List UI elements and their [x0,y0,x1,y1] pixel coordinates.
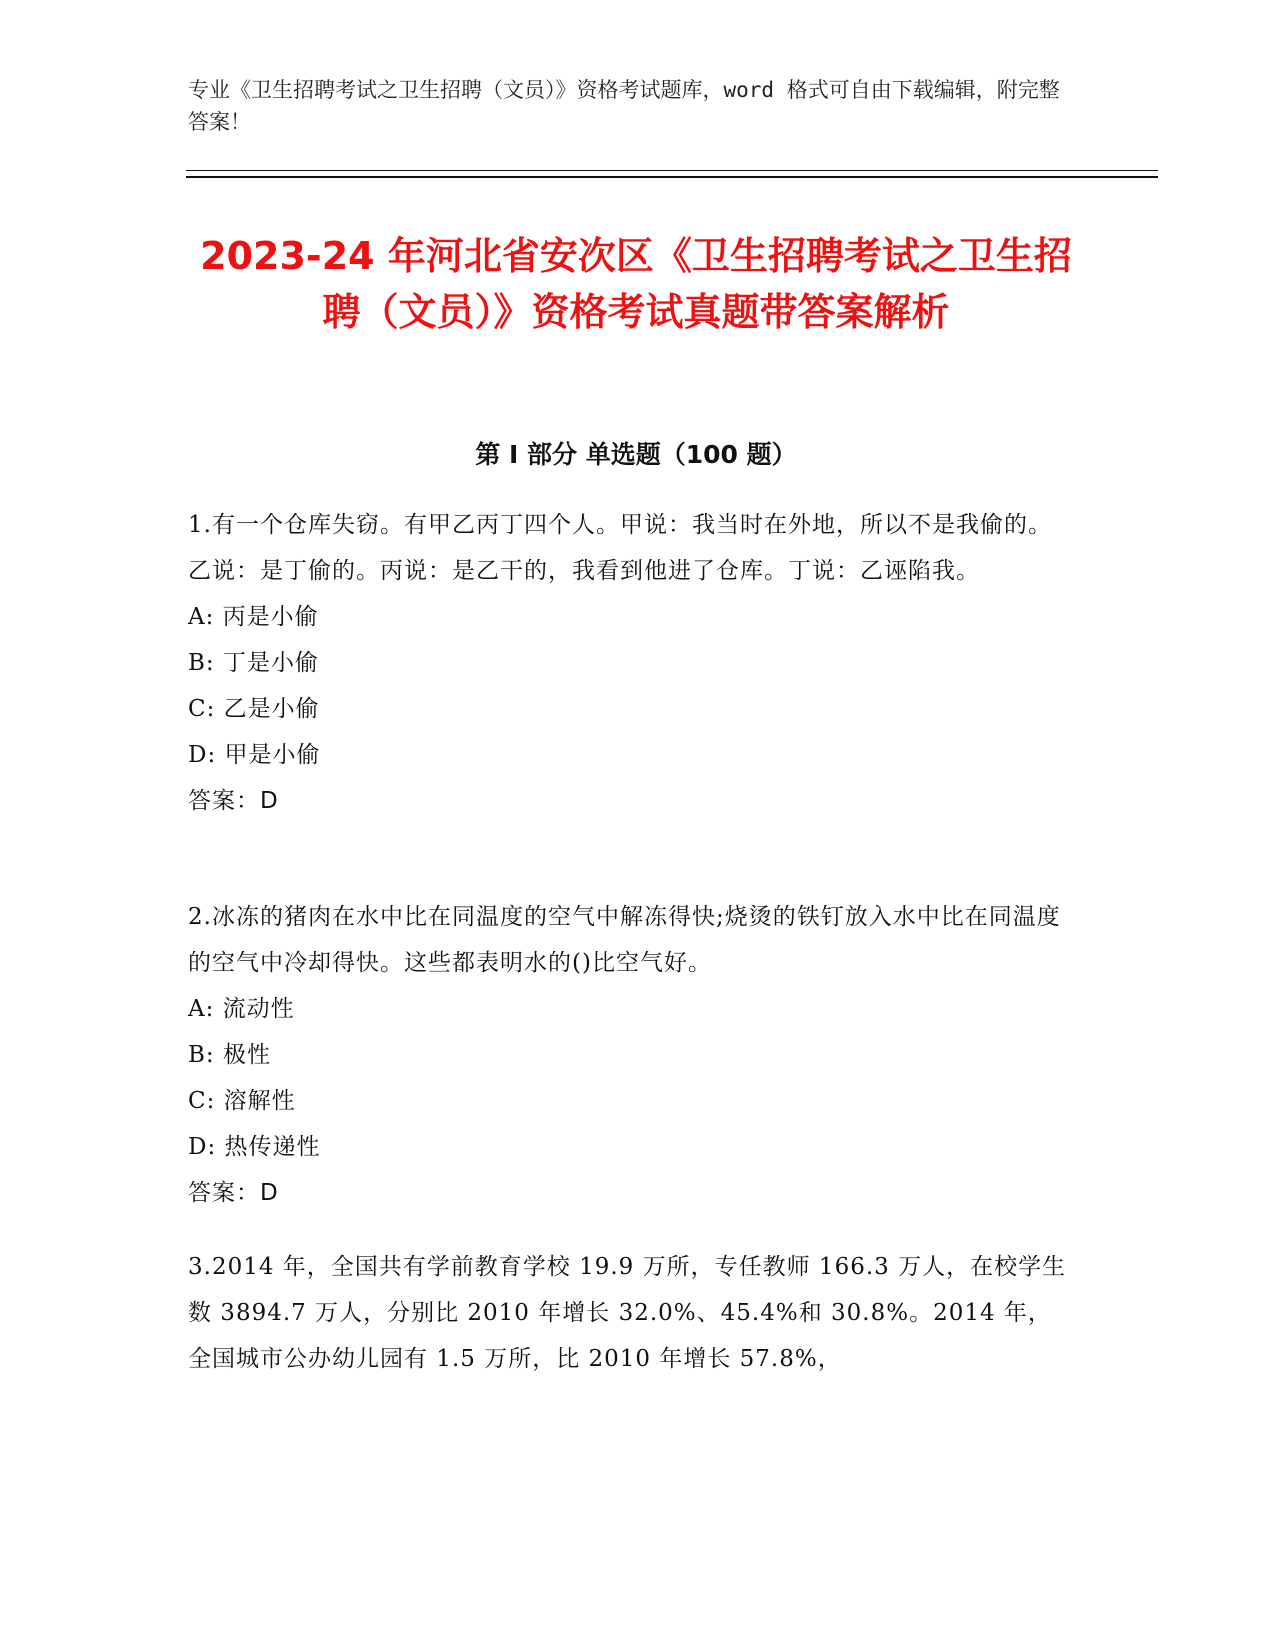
option-c: C: 乙是小偷 [188,696,320,722]
option-a: A: 丙是小偷 [188,604,319,630]
header-note: 专业《卫生招聘考试之卫生招聘（文员）》资格考试题库，word 格式可自由下载编辑，附完整答案！ [188,78,1060,134]
question-stem: 3.2014 年，全国共有学前教育学校 19.9 万所，专任教师 166.3 万人，在校学生数 3894.7 万人，分别比 2010 年增长 32.0%、45.4%和 30.8%。2014 年，全国城市公办幼儿园有 1.5 万所，比 2010 年增长 57.8%， [188,1254,1067,1372]
option-a: A: 流动性 [188,996,295,1022]
document-title: 2023-24 年河北省安次区《卫生招聘考试之卫生招聘（文员）》资格考试真题带答案解析 [200,234,1072,334]
question-1 [188,502,1068,824]
option-d: D: 热传递性 [188,1134,321,1160]
option-d: D: 甲是小偷 [188,742,321,768]
header-rule-thick [186,176,1158,178]
question-3 [188,1244,1068,1382]
answer: 答案：D [188,1180,279,1206]
section-heading: 第 I 部分 单选题（100 题） [475,440,797,469]
question-2 [188,894,1068,1216]
answer: 答案：D [188,788,279,814]
question-stem: 2.冰冻的猪肉在水中比在同温度的空气中解冻得快;烧烫的铁钉放入水中比在同温度的空气中冷却得快。这些都表明水的()比空气好。 [188,904,1061,976]
option-b: B: 丁是小偷 [188,650,319,676]
option-c: C: 溶解性 [188,1088,296,1114]
question-stem: 1.有一个仓库失窃。有甲乙丙丁四个人。甲说：我当时在外地，所以不是我偷的。乙说：是丁偷的。丙说：是乙干的，我看到他进了仓库。丁说：乙诬陷我。 [188,512,1052,584]
option-b: B: 极性 [188,1042,271,1068]
header-rule-thin [186,170,1158,171]
